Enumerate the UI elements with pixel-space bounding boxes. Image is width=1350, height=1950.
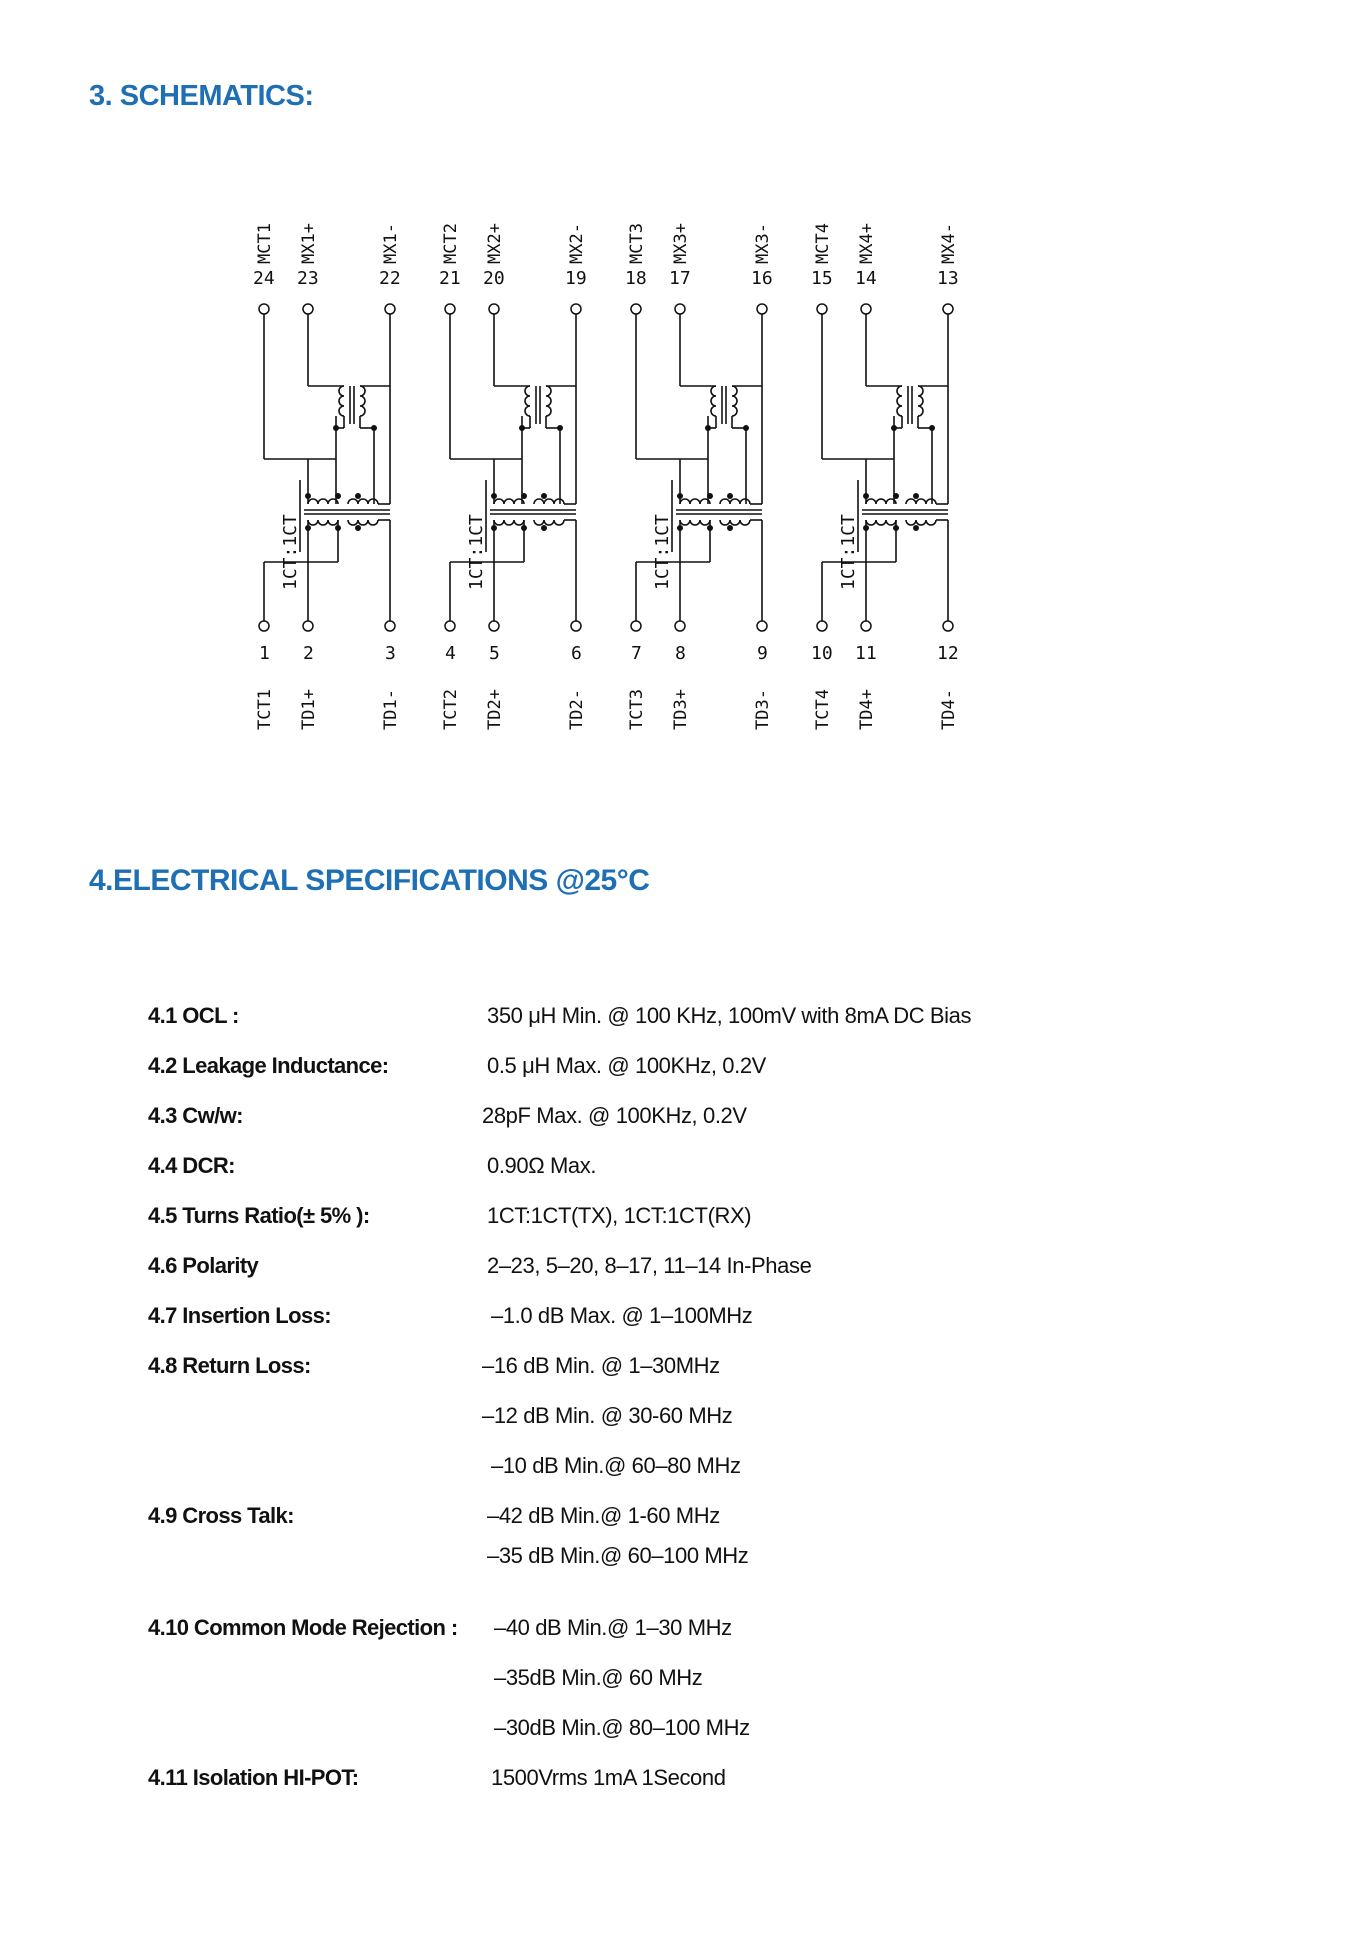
choke-coil-right [918, 386, 923, 416]
transformer-primary-left [680, 499, 710, 504]
spec-value-10c: –30dB Min.@ 80–100 MHz [494, 1715, 750, 1740]
spec-value-4: 0.90Ω Max. [487, 1153, 597, 1178]
spec-value-6: 2–23, 5–20, 8–17, 11–14 In-Phase [487, 1253, 812, 1278]
transformer-secondary-right [720, 520, 750, 525]
pin-9-name: TD3- [753, 689, 773, 730]
pin-8-terminal [675, 621, 685, 631]
pin-12-number: 12 [937, 643, 959, 664]
spec-value-8c: –10 dB Min.@ 60–80 MHz [491, 1453, 741, 1478]
transformer-secondary-right [348, 520, 378, 525]
spec-label-3: 4.3 Cw/w: [148, 1103, 243, 1128]
pin-5-terminal [489, 621, 499, 631]
pin-19-terminal [571, 304, 581, 314]
section-4-title: 4.ELECTRICAL SPECIFICATIONS @25°C [89, 864, 650, 897]
spec-value-10b: –35dB Min.@ 60 MHz [494, 1665, 703, 1690]
pin-20-number: 20 [483, 268, 505, 289]
pin-20-terminal [489, 304, 499, 314]
pin-6-number: 6 [571, 643, 582, 664]
spec-value-10a: –40 dB Min.@ 1–30 MHz [494, 1615, 732, 1640]
pin-21-name: MCT2 [441, 223, 461, 264]
spec-label-7: 4.7 Insertion Loss: [148, 1303, 331, 1328]
turns-ratio-label: 1CT:1CT [838, 514, 859, 590]
spec-label-4: 4.4 DCR: [148, 1153, 235, 1178]
pin-6-terminal [571, 621, 581, 631]
pin-3-name: TD1- [381, 689, 401, 730]
pin-6-name: TD2- [567, 689, 587, 730]
pin-2-number: 2 [303, 643, 314, 664]
spec-value-11: 1500Vrms 1mA 1Second [491, 1765, 726, 1790]
pin-4-name: TCT2 [441, 689, 461, 730]
pin-13-terminal [943, 304, 953, 314]
spec-label-8: 4.8 Return Loss: [148, 1353, 311, 1378]
pin-23-name: MX1+ [299, 223, 319, 264]
turns-ratio-label: 1CT:1CT [652, 514, 673, 590]
pin-11-name: TD4+ [857, 689, 877, 730]
pin-1-name: TCT1 [255, 689, 275, 730]
pin-23-terminal [303, 304, 313, 314]
spec-value-9b: –35 dB Min.@ 60–100 MHz [487, 1543, 749, 1568]
pin-16-number: 16 [751, 268, 773, 289]
transformer-secondary-right [534, 520, 564, 525]
transformer-secondary-left [308, 520, 338, 525]
pin-15-name: MCT4 [813, 223, 833, 264]
pin-15-terminal [817, 304, 827, 314]
polarity-dot [707, 493, 713, 499]
pin-22-number: 22 [379, 268, 401, 289]
choke-coil-right [546, 386, 551, 416]
choke-coil-left [711, 386, 716, 416]
transformer-secondary-left [680, 520, 710, 525]
pin-21-terminal [445, 304, 455, 314]
pin-8-name: TD3+ [671, 689, 691, 730]
pin-12-name: TD4- [939, 689, 959, 730]
turns-ratio-label: 1CT:1CT [466, 514, 487, 590]
choke-coil-left [897, 386, 902, 416]
polarity-dot [335, 493, 341, 499]
pin-14-terminal [861, 304, 871, 314]
pin-17-terminal [675, 304, 685, 314]
pin-4-terminal [445, 621, 455, 631]
polarity-dot [541, 525, 547, 531]
pin-2-terminal [303, 621, 313, 631]
pin-10-number: 10 [811, 643, 833, 664]
pin-18-name: MCT3 [627, 223, 647, 264]
choke-coil-right [360, 386, 365, 416]
turns-ratio-label: 1CT:1CT [280, 514, 301, 590]
transformer-secondary-right [906, 520, 936, 525]
spec-label-10: 4.10 Common Mode Rejection : [148, 1615, 458, 1640]
pin-7-terminal [631, 621, 641, 631]
pin-22-name: MX1- [381, 223, 401, 264]
pin-5-number: 5 [489, 643, 500, 664]
polarity-dot [913, 525, 919, 531]
polarity-dot [541, 493, 547, 499]
spec-value-3: 28pF Max. @ 100KHz, 0.2V [482, 1103, 747, 1128]
polarity-dot [913, 493, 919, 499]
pin-12-terminal [943, 621, 953, 631]
pin-17-name: MX3+ [671, 223, 691, 264]
choke-coil-right [732, 386, 737, 416]
choke-coil-left [339, 386, 344, 416]
section-3-title: 3. SCHEMATICS: [89, 80, 314, 112]
spec-label-11: 4.11 Isolation HI-POT: [148, 1765, 359, 1790]
pin-24-terminal [259, 304, 269, 314]
spec-label-1: 4.1 OCL : [148, 1003, 239, 1028]
polarity-dot [893, 493, 899, 499]
pin-10-terminal [817, 621, 827, 631]
transformer-primary-left [308, 499, 338, 504]
pin-14-name: MX4+ [857, 223, 877, 264]
pin-1-terminal [259, 621, 269, 631]
pin-13-number: 13 [937, 268, 959, 289]
pin-4-number: 4 [445, 643, 456, 664]
pin-11-number: 11 [855, 643, 877, 664]
spec-value-2: 0.5 μH Max. @ 100KHz, 0.2V [487, 1053, 766, 1078]
spec-value-8a: –16 dB Min. @ 1–30MHz [482, 1353, 720, 1378]
pin-17-number: 17 [669, 268, 691, 289]
pin-21-number: 21 [439, 268, 461, 289]
pin-19-name: MX2- [567, 223, 587, 264]
polarity-dot [727, 525, 733, 531]
spec-label-5: 4.5 Turns Ratio(± 5% ): [148, 1203, 370, 1228]
pin-8-number: 8 [675, 643, 686, 664]
spec-label-6: 4.6 Polarity [148, 1253, 259, 1278]
pin-11-terminal [861, 621, 871, 631]
spec-label-2: 4.2 Leakage Inductance: [148, 1053, 389, 1078]
pin-7-number: 7 [631, 643, 642, 664]
pin-13-name: MX4- [939, 223, 959, 264]
pin-2-name: TD1+ [299, 689, 319, 730]
spec-value-1: 350 μH Min. @ 100 KHz, 100mV with 8mA DC Bias [487, 1003, 972, 1028]
spec-value-9a: –42 dB Min.@ 1-60 MHz [487, 1503, 720, 1528]
polarity-dot [355, 525, 361, 531]
pin-3-number: 3 [385, 643, 396, 664]
polarity-dot [355, 493, 361, 499]
pin-18-terminal [631, 304, 641, 314]
pin-19-number: 19 [565, 268, 587, 289]
pin-10-name: TCT4 [813, 689, 833, 730]
choke-coil-left [525, 386, 530, 416]
transformer-primary-left [866, 499, 896, 504]
pin-23-number: 23 [297, 268, 319, 289]
pin-16-name: MX3- [753, 223, 773, 264]
transformer-secondary-left [866, 520, 896, 525]
pin-9-number: 9 [757, 643, 768, 664]
pin-15-number: 15 [811, 268, 833, 289]
pin-9-terminal [757, 621, 767, 631]
transformer-primary-left [494, 499, 524, 504]
pin-20-name: MX2+ [485, 223, 505, 264]
transformer-secondary-left [494, 520, 524, 525]
pin-7-name: TCT3 [627, 689, 647, 730]
pin-14-number: 14 [855, 268, 877, 289]
polarity-dot [727, 493, 733, 499]
pin-3-terminal [385, 621, 395, 631]
pin-18-number: 18 [625, 268, 647, 289]
spec-value-7: –1.0 dB Max. @ 1–100MHz [491, 1303, 753, 1328]
pin-22-terminal [385, 304, 395, 314]
pin-16-terminal [757, 304, 767, 314]
spec-value-8b: –12 dB Min. @ 30-60 MHz [482, 1403, 733, 1428]
spec-value-5: 1CT:1CT(TX), 1CT:1CT(RX) [487, 1203, 752, 1228]
schematic-diagram [240, 180, 1000, 740]
pin-24-name: MCT1 [255, 223, 275, 264]
polarity-dot [521, 493, 527, 499]
pin-24-number: 24 [253, 268, 275, 289]
pin-1-number: 1 [259, 643, 270, 664]
pin-5-name: TD2+ [485, 689, 505, 730]
spec-label-9: 4.9 Cross Talk: [148, 1503, 294, 1528]
